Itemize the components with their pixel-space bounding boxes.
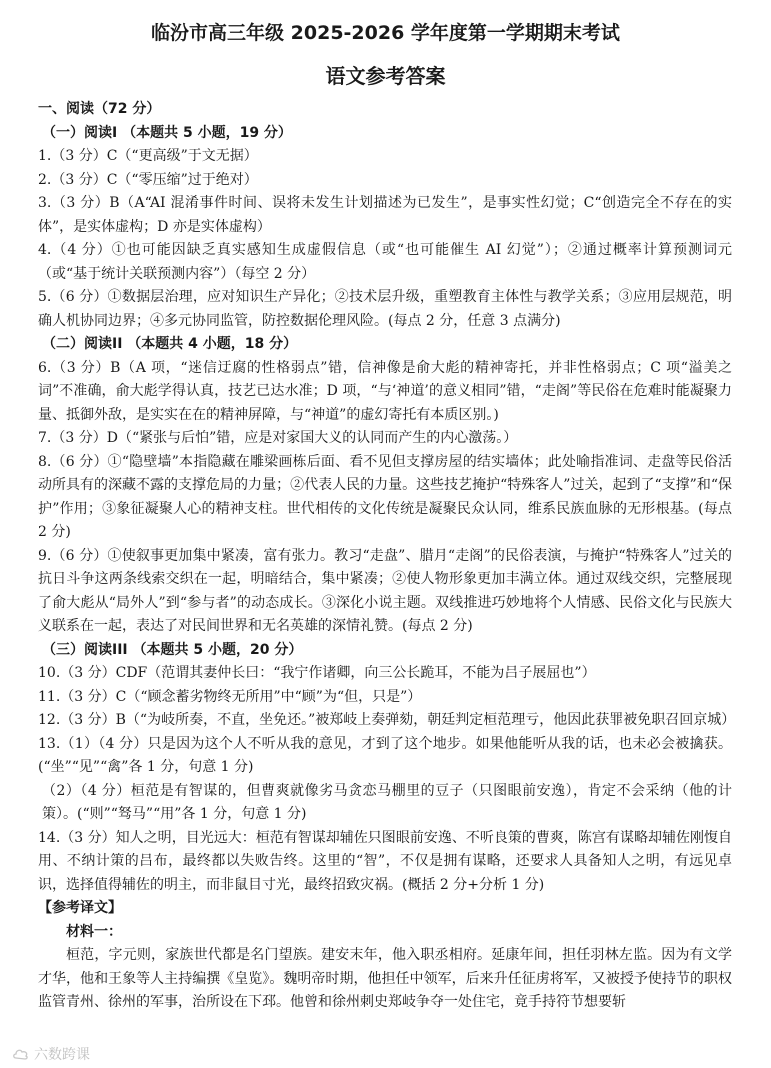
cloud-logo-icon [12,1047,30,1061]
exam-title: 临汾市高三年级 2025-2026 学年度第一学期期末考试 [151,22,620,44]
material-label: 材料一： [66,923,122,940]
answer-item: 9.（6 分）①使叙事更加集中紧凑，富有张力。教习“走盘”、腊月“走阁”的民俗表演，与掩护“特殊客人”过关的抗日斗争这两条线索交织在一起，明暗结合，集中紧凑；②使人物形象更加丰满立体。通过双线交织，完整展现了俞大彪从“局外人”到“参与者”的动态成长。③深化小说主题。双线推进巧妙地将个人情感、民俗文化与民族大义联系在一起，表达了对民间世界和无名英雄的深情礼赞。(每点 2 分) [38,547,732,634]
section-heading: （一）阅读I （本题共 5 小题，19 分） [42,124,292,141]
answer-item: 14.（3 分）知人之明，目光远大：桓范有智谋却辅佐只图眼前安逸、不听良策的曹爽，陈宫有谋略却辅佐刚愎自用、不纳计策的吕布，最终都以失败告终。这里的“智”，不仅是拥有谋略，还要求人具备知人之明，有远见卓识，选择值得辅佐的明主，而非鼠目寸光，最终招致灾祸。(概括 2 分+分析 1 分) [38,829,732,893]
section-heading: 一、阅读（72 分） [38,101,161,117]
answer-item: 1.（3 分）C（“更高级”于文无据） [38,148,258,164]
answer-item: 桓范，字元则，家族世代都是名门望族。建安末年，他入职丞相府。延康年间，担任羽林左监。因为有文学才华，他和王象等人主持编撰《皇览》。魏明帝时期，他担任中领军，后来升任征虏将军，又被授予使持节的职权监管青州、徐州的军事，治所设在下邳。他曾和徐州刺史郑岐争夺一处住宅，竟手持符节想要斩 [38,947,732,1010]
answer-item: 11.（3 分）C（“顾念蓄劣物终无所用”中“顾”为“但，只是”） [38,688,422,705]
section-heading: （二）阅读II （本题共 4 小题，18 分） [42,336,298,352]
answer-item: 4.（4 分）①也可能因缺乏真实感知生成虚假信息（或“也可能催生 AI 幻觉”）；②通过概率计算预测词元（或“基于统计关联预测内容”）（每空 2 分） [38,242,732,282]
answer-key-title: 语文参考答案 [325,64,446,88]
answer-item: 10.（3 分）CDF（范谓其妻仲长曰：“我宁作诸卿，向三公长跪耳，不能为吕子展屈也”） [38,665,596,681]
answer-body [38,98,736,1015]
answer-item: 3.（3 分）B（A“AI 混淆事件时间、误将未发生计划描述为已发生”，是事实性幻觉；C“创造完全不存在的实体”，是实体虚构；D 亦是实体虚构） [38,195,732,235]
watermark [12,1044,90,1064]
watermark-text: 六数跨课 [34,1047,90,1063]
answer-item: 5.（6 分）①数据层治理，应对知识生产异化；②技术层升级，重塑教育主体性与教学关系；③应用层规范，明确人机协同边界；④多元协同监管，防控数据伦理风险。(每点 2 分，任意 3 点满分) [38,289,732,329]
answer-item: （2）（4 分）桓范是有智谋的，但曹爽就像劣马贪恋马棚里的豆子（只图眼前安逸），肯定不会采纳（他的计策）。(“则”“驽马”“用”各 1 分，句意 1 分) [42,782,732,822]
answer-item: 12.（3 分）B（“为岐所奏，不直，坐免还。”被郑岐上奏弹劾，朝廷判定桓范理亏，他因此获罪被免职召回京城） [38,712,736,728]
answer-item: 8.（6 分）①“隐壁墙”本指隐藏在雕梁画栋后面、看不见但支撑房屋的结实墙体；此处喻指准词、走盘等民俗活动所具有的深藏不露的支撑危局的力量；②代表人民的力量。这些技艺掩护“特殊客人”过关，起到了“支撑”和“保护”作用；③象征凝聚人心的精神支柱。世代相传的文化传统是凝聚民众认同，维系民族血脉的无形根基。(每点 2 分) [38,453,732,540]
answer-item: 7.（3 分）D（“紧张与后怕”错，应是对家国大义的认同而产生的内心激荡。） [38,430,518,446]
section-heading: （三）阅读III （本题共 5 小题，20 分） [42,641,303,658]
answer-item: 2.（3 分）C（“零压缩”过于绝对） [38,171,258,188]
section-heading: 【参考译文】 [38,900,122,916]
answer-item: 6.（3 分）B（A 项，“迷信迂腐的性格弱点”错，信神像是俞大彪的精神寄托，并非性格弱点；C 项“溢美之词”不准确，俞大彪学得认真，技艺已达水准；D 项，“与‘神道’的意义相同”错，“走阁”等民俗在危难时能凝聚力量、抵御外敌，是实实在在的精神屏障，与“神道”的虚幻寄托有本质区别。) [38,359,732,423]
answer-item: 13.（1）（4 分）只是因为这个人不听从我的意见，才到了这个地步。如果他能听从我的话，也未必会被擒获。(“坐”“见”“禽”各 1 分，句意 1 分) [38,735,732,775]
